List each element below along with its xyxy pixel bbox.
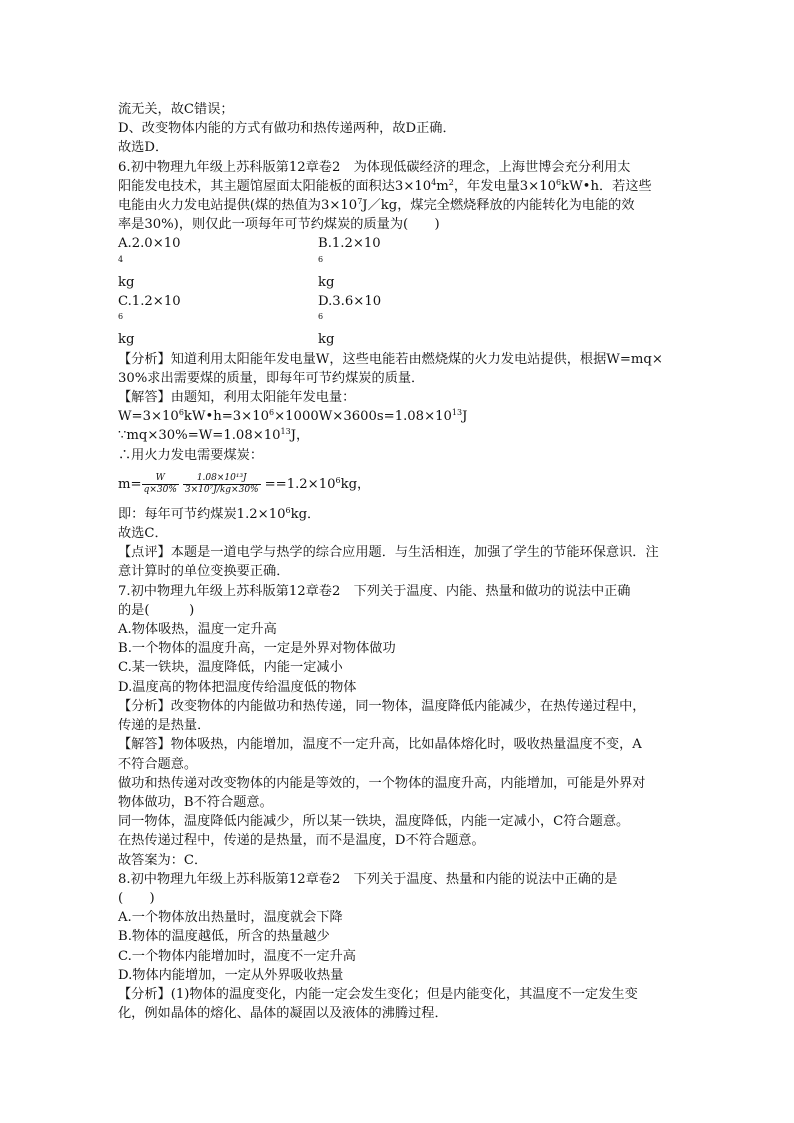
answer-text: 做功和热传递对改变物体的内能是等效的，一个物体的温度升高，内能增加，可能是外界对 xyxy=(118,775,646,791)
option-a: A.一个物体放出热量时，温度就会下降 xyxy=(118,910,343,926)
answer-text: 物体做功，B不符合题意。 xyxy=(118,794,273,810)
text-line: D、改变物体内能的方式有做功和热传递两种，故D正确． xyxy=(118,121,456,137)
option-c: C.1.2×10 $^6$ kg xyxy=(118,294,181,348)
answer-text: 【解答】由题知，利用太阳能年发电量： xyxy=(118,390,356,406)
question-6-options-row xyxy=(118,234,688,292)
answer-text: $\because mq\times 30\%=W=1.08\times 10^{13}J$， xyxy=(118,427,310,444)
option-c: C.一个物体内能增加时，温度不一定升高 xyxy=(118,948,356,964)
answer-text: 在热传递过程中，传递的是热量，而不是温度，D不符合题意。 xyxy=(118,833,485,849)
option-a: A.2.0×10 $^4$ kg xyxy=(118,236,181,290)
question-6-stem: 阳能发电技术，其主题馆屋面太阳能板的面积达$3\times 10^4m^2$，年发电量$3\times 10^6kW•h$．若这些 xyxy=(118,177,652,194)
analysis-text: 传递的是热量． xyxy=(118,718,211,734)
analysis-text: 【分析】(1)物体的温度变化，内能一定会发生变化；但是内能变化，其温度不一定发生变 xyxy=(118,986,638,1002)
question-7-stem: 的是( ) xyxy=(118,602,195,618)
question-6-stem: 率是30%)，则仅此一项每年可节约煤炭的质量为( ) xyxy=(118,217,440,233)
analysis-text: 【分析】改变物体的内能做功和热传递，同一物体，温度降低内能减少，在热传递过程中， xyxy=(118,698,646,714)
option-a: A.物体吸热，温度一定升高 xyxy=(118,622,277,638)
answer-text: $W=3\times 10^6kW•h=3\times 10^6\times 1000W\times 3600s=1.08\times 10^{13}J$ xyxy=(118,408,468,425)
fraction-numerator: W xyxy=(155,473,165,484)
question-8-stem: ( ) xyxy=(118,890,155,906)
answer-text: 不符合题意。 xyxy=(118,756,198,772)
question-6-options-row xyxy=(118,292,688,350)
fraction-denominator: 3×10⁷J/kg×30% xyxy=(184,485,259,496)
answer-text: 即：每年可节约煤炭$1.2\times 10^6kg$． xyxy=(118,505,321,522)
answer-text: ∴用火力发电需要煤炭： xyxy=(118,447,264,463)
analysis-text: 【分析】知道利用太阳能年发电量W，这些电能若由燃烧煤的火力发电站提供，根据W=mq× xyxy=(118,351,663,367)
comment-text: 【点评】本题是一道电学与热学的综合应用题．与生活相连，加强了学生的节能环保意识．注 xyxy=(118,545,659,561)
answer-text: 【解答】物体吸热，内能增加，温度不一定升高，比如晶体熔化时，吸收热量温度不变，A xyxy=(118,737,642,753)
option-c: C.某一铁块，温度降低，内能一定减小 xyxy=(118,660,343,676)
question-8-stem: 8.初中物理九年级上苏科版第12章卷2 下列关于温度、热量和内能的说法中正确的是 xyxy=(118,871,618,887)
analysis-text: 化，例如晶体的熔化、晶体的凝固以及液体的沸腾过程． xyxy=(118,1006,448,1022)
formula-result: $==1.2\times 10^6kg$， xyxy=(264,476,371,493)
option-b: B.1.2×10 $^6$ kg xyxy=(318,236,381,290)
fraction-numerator: 1.08×10¹³J xyxy=(196,473,247,484)
option-b: B.物体的温度越低，所含的热量越少 xyxy=(118,929,330,945)
answer-text: 同一物体，温度降低内能减少，所以某一铁块，温度降低，内能一定减小，C符合题意。 xyxy=(118,814,630,830)
answer-choice: 故选C． xyxy=(118,526,168,542)
comment-text: 意计算时的单位变换要正确． xyxy=(118,564,290,580)
question-6-stem: 电能由火力发电站提供(煤的热值为$3\times 10^7J/kg$，煤完全燃烧释放的内能转化为电能的效 xyxy=(118,197,635,214)
document-page xyxy=(118,100,688,1023)
formula-prefix: m= xyxy=(118,477,142,493)
option-b: B.一个物体的温度升高，一定是外界对物体做功 xyxy=(118,641,396,657)
question-6-stem: 6.初中物理九年级上苏科版第12章卷2 为体现低碳经济的理念，上海世博会充分利用太 xyxy=(118,159,631,175)
text-line: 故选D． xyxy=(118,140,169,156)
answer-choice: 故答案为：C． xyxy=(118,852,208,868)
fraction xyxy=(183,473,261,496)
fraction xyxy=(142,473,179,496)
question-7-stem: 7.初中物理九年级上苏科版第12章卷2 下列关于温度、内能、热量和做功的说法中正确 xyxy=(118,583,631,599)
analysis-text: 30%求出需要煤的质量，即每年可节约煤炭的质量． xyxy=(118,370,425,386)
text-line: 流无关，故C错误； xyxy=(118,102,234,117)
formula-line xyxy=(118,465,688,505)
option-d: D.物体内能增加，一定从外界吸收热量 xyxy=(118,967,344,983)
option-d: D.3.6×10 $^6$ kg xyxy=(318,294,382,348)
fraction-denominator: q×30% xyxy=(143,485,177,496)
option-d: D.温度高的物体把温度传给温度低的物体 xyxy=(118,679,357,695)
